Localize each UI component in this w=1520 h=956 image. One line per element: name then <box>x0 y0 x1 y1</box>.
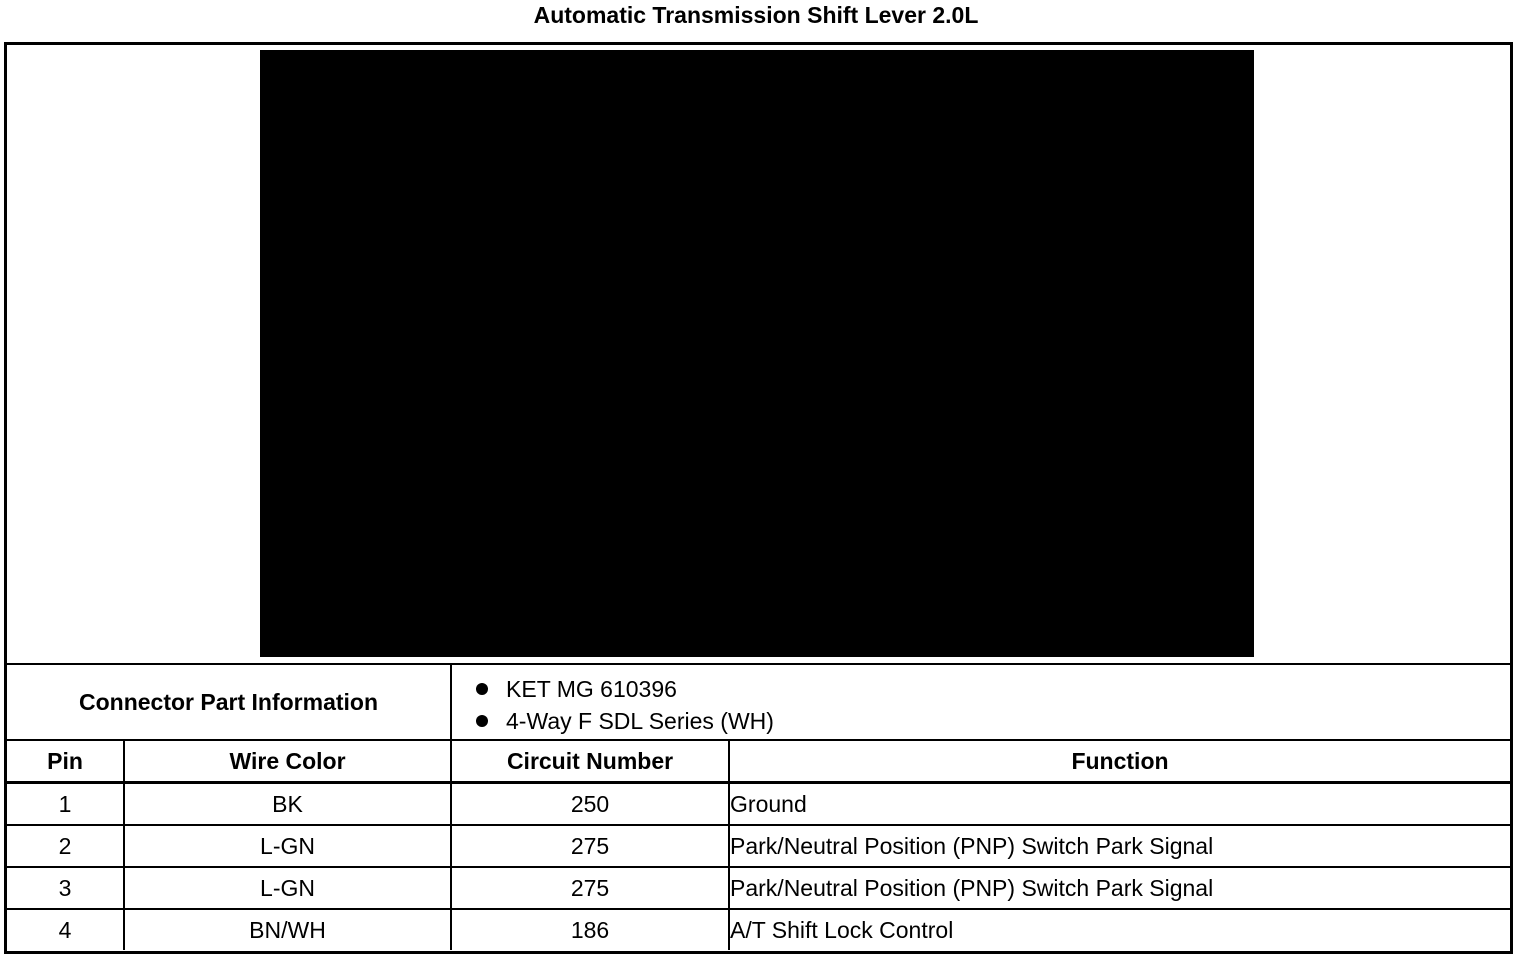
connector-info-text: 4-Way F SDL Series (WH) <box>506 708 774 734</box>
function-cell: A/T Shift Lock Control <box>729 909 1510 950</box>
function-cell: Park/Neutral Position (PNP) Switch Park Signal <box>729 867 1510 909</box>
header-function: Function <box>729 740 1510 783</box>
connector-info-text: KET MG 610396 <box>506 676 677 702</box>
connector-info-label: Connector Part Information <box>7 665 451 740</box>
connector-frame <box>4 42 1513 954</box>
function-cell: Ground <box>729 783 1510 826</box>
pin-cell: 3 <box>7 867 124 909</box>
connector-info-row <box>7 665 1510 740</box>
table-row <box>7 867 1510 909</box>
header-pin: Pin <box>7 740 124 783</box>
circuit-cell: 275 <box>451 867 729 909</box>
table-row <box>7 909 1510 950</box>
wire-color-cell: BN/WH <box>124 909 451 950</box>
header-wire-color: Wire Color <box>124 740 451 783</box>
bullet-icon <box>476 683 488 695</box>
connector-info-list <box>451 665 1510 740</box>
wire-color-cell: L-GN <box>124 825 451 867</box>
pin-cell: 2 <box>7 825 124 867</box>
pin-cell: 1 <box>7 783 124 826</box>
connector-image <box>260 50 1254 657</box>
bullet-icon <box>476 715 488 727</box>
circuit-cell: 250 <box>451 783 729 826</box>
function-cell: Park/Neutral Position (PNP) Switch Park Signal <box>729 825 1510 867</box>
table-row <box>7 783 1510 826</box>
wire-color-cell: L-GN <box>124 867 451 909</box>
table-row <box>7 825 1510 867</box>
page-title: Automatic Transmission Shift Lever 2.0L <box>533 2 979 28</box>
header-circuit-number: Circuit Number <box>451 740 729 783</box>
circuit-cell: 275 <box>451 825 729 867</box>
pinout-table <box>7 665 1510 950</box>
connector-image-area <box>7 45 1510 665</box>
circuit-cell: 186 <box>451 909 729 950</box>
connector-info-item <box>476 705 1510 737</box>
connector-info-item <box>476 673 1510 705</box>
pin-cell: 4 <box>7 909 124 950</box>
table-header-row <box>7 740 1510 783</box>
wire-color-cell: BK <box>124 783 451 826</box>
